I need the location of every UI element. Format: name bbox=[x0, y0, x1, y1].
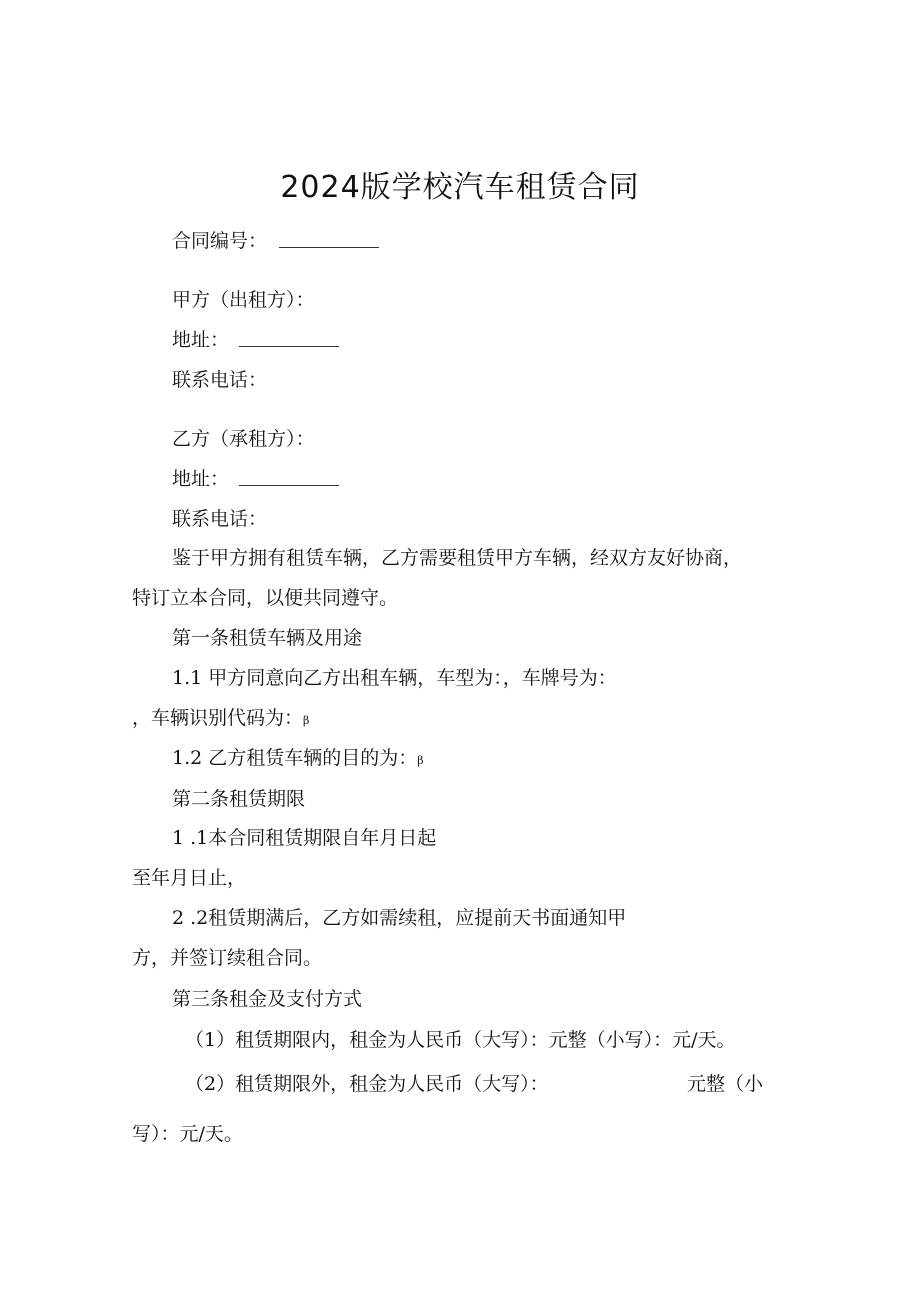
party-a-label: 甲方（出租方）： bbox=[172, 289, 315, 311]
party-b-label: 乙方（承租方）： bbox=[172, 428, 315, 450]
clause-2-2-line-2: 方，并签订续租合同。 bbox=[132, 947, 323, 969]
clause-1-2-text: 1.2 乙方租赁车辆的目的为： bbox=[172, 747, 418, 769]
article-1-heading: 第一条租赁车辆及用途 bbox=[172, 627, 363, 649]
party-b-address-blank bbox=[239, 485, 339, 486]
clause-1-2 bbox=[172, 746, 424, 773]
rent-item-2-part-1: （2）租赁期限外，租金为人民币（大写）： bbox=[185, 1073, 549, 1095]
preamble-line-2: 特订立本合同，以便共同遵守。 bbox=[132, 587, 399, 609]
contract-number-label: 合同编号： bbox=[172, 230, 268, 252]
rent-item-1: （1）租赁期限内，租金为人民币（大写）：元整（小写）：元/天。 bbox=[185, 1029, 736, 1051]
rent-item-2-part-2: 元整（小 bbox=[687, 1073, 764, 1095]
clause-1-1-line-1: 1.1 甲方同意向乙方出租车辆，车型为：，车牌号为： bbox=[172, 667, 617, 689]
party-a-address-label: 地址： bbox=[172, 329, 230, 351]
contract-number-blank bbox=[279, 247, 379, 248]
preamble-line-1: 鉴于甲方拥有租赁车辆，乙方需要租赁甲方车辆，经双方友好协商， bbox=[172, 547, 743, 569]
clause-1-1-mark: β bbox=[303, 714, 310, 727]
article-3-heading: 第三条租金及支付方式 bbox=[172, 988, 363, 1010]
rent-item-2-line-2: 写）：元/天。 bbox=[132, 1123, 243, 1145]
document-title: 2024版学校汽车租赁合同 bbox=[280, 170, 640, 205]
clause-2-1-line-2: 至年月日止， bbox=[132, 867, 247, 889]
article-2-heading: 第二条租赁期限 bbox=[172, 788, 306, 810]
clause-1-1-line-2 bbox=[132, 706, 309, 733]
party-a-phone-label: 联系电话： bbox=[172, 369, 268, 391]
clause-2-1-line-1: 1 .1本合同租赁期限自年月日起 bbox=[172, 827, 437, 849]
clause-2-2-line-1: 2 .2租赁期满后，乙方如需续租，应提前天书面通知甲 bbox=[172, 907, 627, 929]
clause-1-2-mark: β bbox=[417, 754, 424, 767]
party-b-address-label: 地址： bbox=[172, 468, 230, 490]
clause-1-1-line-2-text: ，车辆识别代码为： bbox=[132, 707, 304, 729]
party-b-phone-label: 联系电话： bbox=[172, 508, 268, 530]
party-a-address-blank bbox=[239, 346, 339, 347]
